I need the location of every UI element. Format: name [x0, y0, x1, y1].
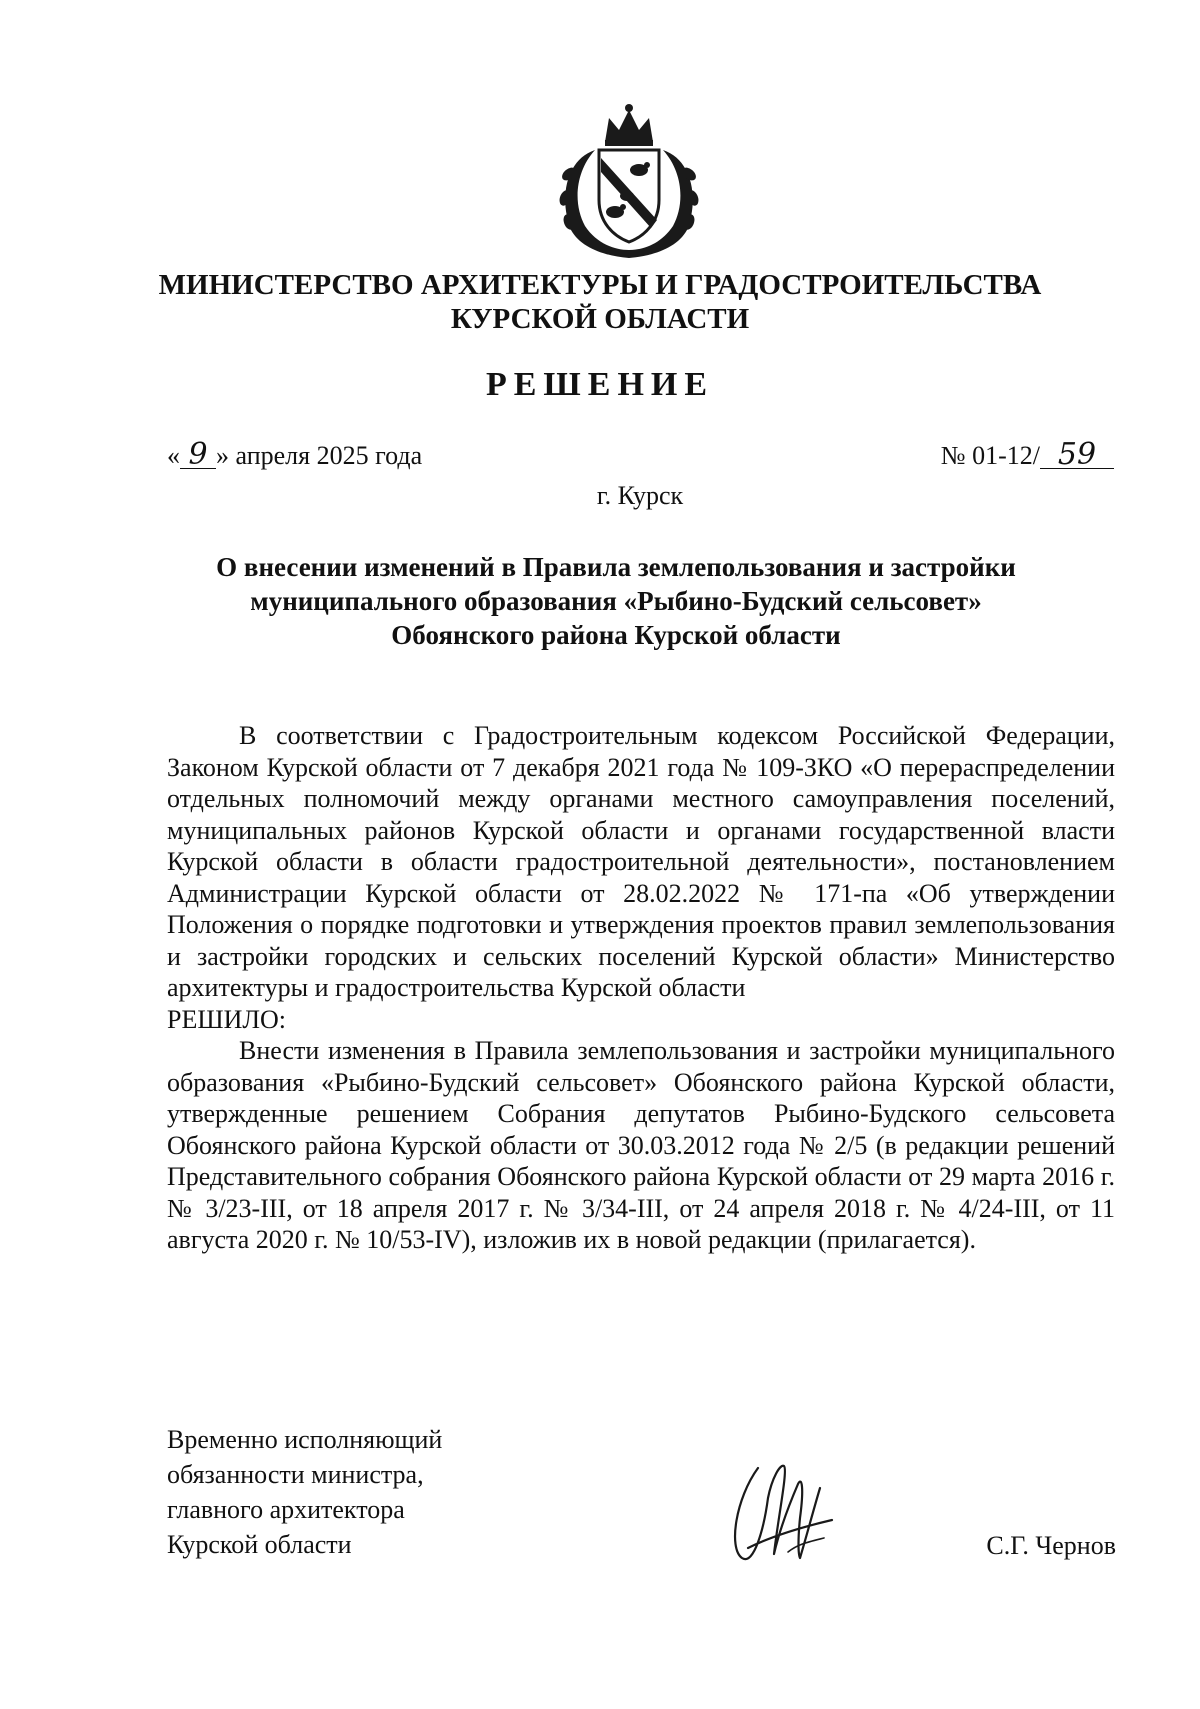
document-number-handwritten: 59 [1040, 442, 1114, 469]
kursk-coat-of-arms-icon [555, 100, 703, 260]
body-paragraph-decision: Внести изменения в Правила землепользования и застройки муниципального образования «Рыбино-Будский сельсовет» Обоянского района Курской области, утвержденные решением Собрания депутатов Рыбино-Будского сельсовета Обоянского района Курской области от 30.03.2012 года № 2/5 (в редакции решений Представительного собрания Обоянского района Курской области от 29 марта 2016 г. № 3/23-III, от 18 апреля 2017 г. № 3/34-III, от 24 апреля 2018 г. № 4/24-III, от 11 августа 2020 г. № 10/53-IV), изложив их в новой редакции (прилагается). [167, 1036, 1115, 1254]
ministry-name-line1: МИНИСТЕРСТВО АРХИТЕКТУРЫ И ГРАДОСТРОИТЕЛЬСТВА [158, 269, 1042, 301]
signatory-title-line4: Курской области [167, 1530, 352, 1559]
signer-name: С.Г. Чернов [986, 1531, 1116, 1560]
signatory-title-line2: обязанности министра, [167, 1460, 424, 1489]
document-city: г. Курск [596, 481, 684, 510]
signatory-title-line1: Временно исполняющий [167, 1425, 443, 1454]
signatory-title-line3: главного архитектора [167, 1495, 405, 1524]
body-paragraph-legal-basis: В соответствии с Градостроительным кодексом Российской Федерации, Законом Курской области от 7 декабря 2021 года № 109-ЗКО «О перераспределении отдельных полномочий между органами местного самоуправления поселений, муниципальных районов Курской области и органами государственной власти Курской области в области градостроительной деятельности», постановлением Администрации Курской области от 28.02.2022 № 171-па «Об утверждении Положения о порядке подготовки и утверждения проектов правил землепользования и застройки городских и сельских поселений Курской области» Министерство архитектуры и градостроительства Курской области [167, 721, 1115, 1002]
document-number-prefix: № 01-12/ [940, 441, 1040, 470]
resolved-label: РЕШИЛО: [167, 1004, 286, 1034]
date-close-quote: » [216, 441, 229, 470]
document-body [167, 720, 1115, 1256]
document-date [167, 437, 423, 472]
handwritten-signature-icon [728, 1458, 836, 1568]
date-month-year: апреля 2025 года [235, 441, 423, 470]
ministry-name-line2: КУРСКОЙ ОБЛАСТИ [450, 303, 750, 335]
ministry-name [100, 268, 1100, 336]
date-day-handwritten: 9 [180, 442, 216, 469]
subject-line1: О внесении изменений в Правила землепользования и застройки [216, 552, 1016, 582]
subject-line3: Обоянского района Курской области [391, 620, 841, 650]
document-number [940, 437, 1114, 472]
subject-line2: муниципального образования «Рыбино-Будский сельсовет» [250, 586, 982, 616]
date-open-quote: « [167, 441, 180, 470]
document-subject [150, 550, 1082, 652]
document-type-heading: РЕШЕНИЕ [485, 366, 715, 403]
signatory-title [167, 1422, 442, 1562]
